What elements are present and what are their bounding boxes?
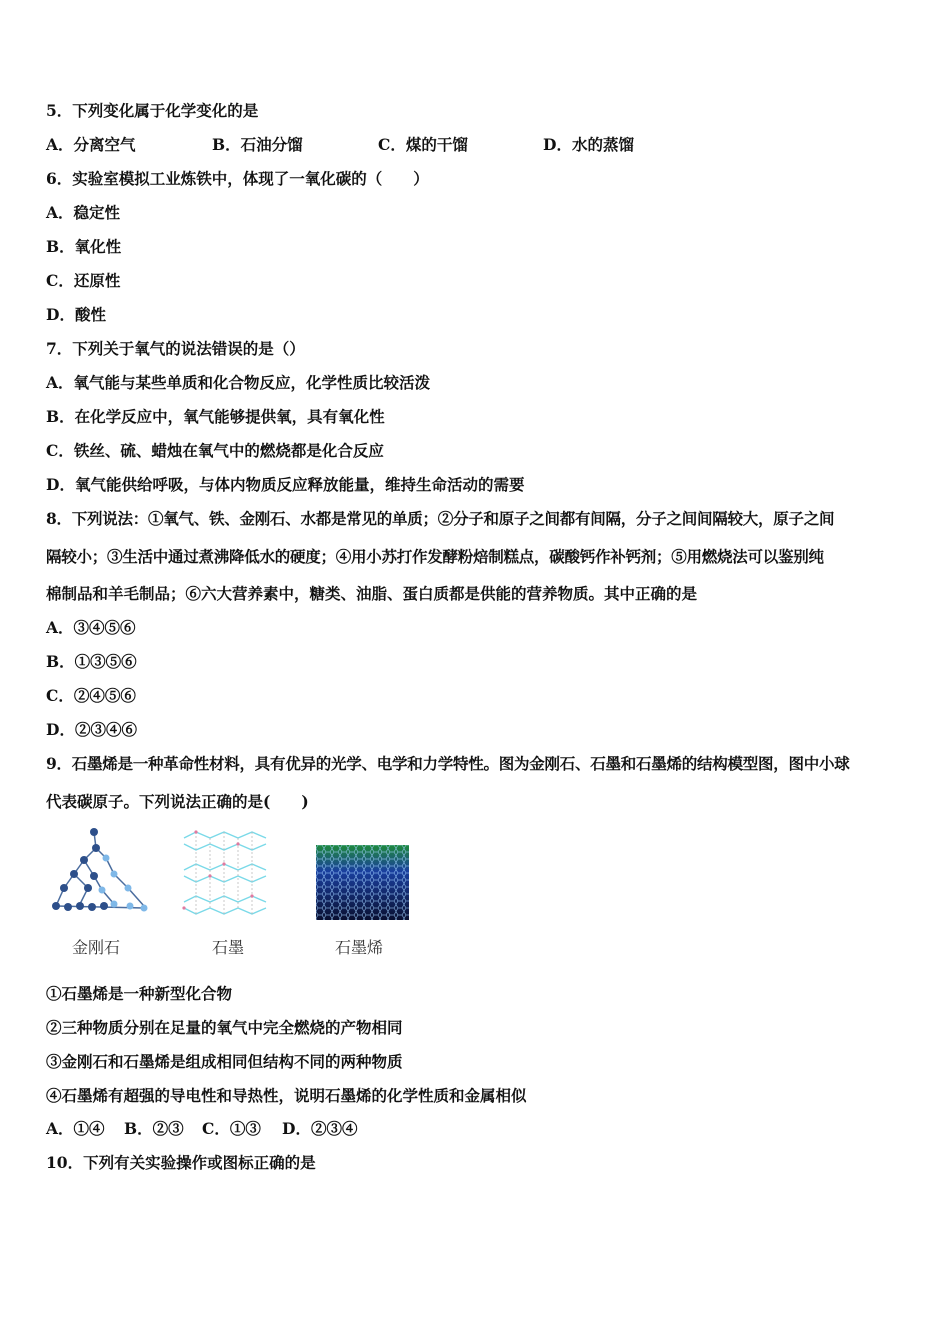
q5-option-c: C．煤的干馏 bbox=[378, 135, 468, 154]
q7-option-d: D．氧气能供给呼吸，与体内物质反应释放能量，维持生命活动的需要 bbox=[46, 475, 525, 494]
q9-option-a: A．①④ bbox=[46, 1119, 105, 1138]
q5-option-d: D．水的蒸馏 bbox=[543, 135, 634, 154]
q7-option-b: B．在化学反应中，氧气能够提供氧，具有氧化性 bbox=[46, 407, 385, 426]
q9-option-b: B．②③ bbox=[124, 1119, 184, 1138]
q7-option-c: C．铁丝、硫、蜡烛在氧气中的燃烧都是化合反应 bbox=[46, 441, 384, 460]
q8-option-c: C．②④⑤⑥ bbox=[46, 686, 136, 705]
q8-stem-line-2: 隔较小；③生活中通过煮沸降低水的硬度；④用小苏打作发酵粉焙制糕点，碳酸钙作补钙剂；⑤用燃烧法可以鉴别纯 bbox=[46, 547, 824, 566]
graphite-structure-figure bbox=[176, 826, 276, 918]
caption-graphite: 石墨 bbox=[212, 938, 245, 957]
q8-option-a: A．③④⑤⑥ bbox=[46, 618, 136, 637]
q6-option-a: A．稳定性 bbox=[46, 203, 121, 222]
q9-option-c: C．①③ bbox=[202, 1119, 261, 1138]
q9-option-d: D．②③④ bbox=[282, 1119, 358, 1138]
q9-statement-3: ③金刚石和石墨烯是组成相同但结构不同的两种物质 bbox=[46, 1052, 403, 1071]
q10-stem: 10．下列有关实验操作或图标正确的是 bbox=[46, 1153, 316, 1172]
q9-stem-line-2: 代表碳原子。下列说法正确的是( ) bbox=[46, 792, 309, 811]
q9-statement-2: ②三种物质分别在足量的氧气中完全燃烧的产物相同 bbox=[46, 1018, 403, 1037]
q5-stem: 5．下列变化属于化学变化的是 bbox=[46, 101, 259, 120]
q6-option-c: C．还原性 bbox=[46, 271, 121, 290]
caption-diamond: 金刚石 bbox=[72, 938, 121, 957]
q9-statement-4: ④石墨烯有超强的导电性和导热性，说明石墨烯的化学性质和金属相似 bbox=[46, 1086, 527, 1105]
q8-stem-line-1: 8．下列说法：①氧气、铁、金刚石、水都是常见的单质；②分子和原子之间都有间隔，分子之间间隔较大，原子之间 bbox=[46, 509, 835, 528]
q8-option-d: D．②③④⑥ bbox=[46, 720, 137, 739]
q7-option-a: A．氧气能与某些单质和化合物反应，化学性质比较活泼 bbox=[46, 373, 431, 392]
caption-graphene: 石墨烯 bbox=[335, 938, 384, 957]
graphene-structure-figure bbox=[316, 845, 409, 920]
q8-option-b: B．①③⑤⑥ bbox=[46, 652, 137, 671]
q5-option-a: A．分离空气 bbox=[46, 135, 136, 154]
q9-stem-line-1: 9．石墨烯是一种革命性材料，具有优异的光学、电学和力学特性。图为金刚石、石墨和石墨烯的结构模型图，图中小球 bbox=[46, 754, 850, 773]
q6-stem: 6．实验室模拟工业炼铁中，体现了一氧化碳的（ ） bbox=[46, 169, 429, 188]
q6-option-d: D．酸性 bbox=[46, 305, 106, 324]
q7-stem: 7．下列关于氧气的说法错误的是（） bbox=[46, 339, 305, 358]
q9-statement-1: ①石墨烯是一种新型化合物 bbox=[46, 984, 233, 1003]
q6-option-b: B．氧化性 bbox=[46, 237, 122, 256]
q5-option-b: B．石油分馏 bbox=[212, 135, 303, 154]
q8-stem-line-3: 棉制品和羊毛制品；⑥六大营养素中，糖类、油脂、蛋白质都是供能的营养物质。其中正确的是 bbox=[46, 584, 698, 603]
diamond-structure-figure bbox=[44, 826, 154, 918]
